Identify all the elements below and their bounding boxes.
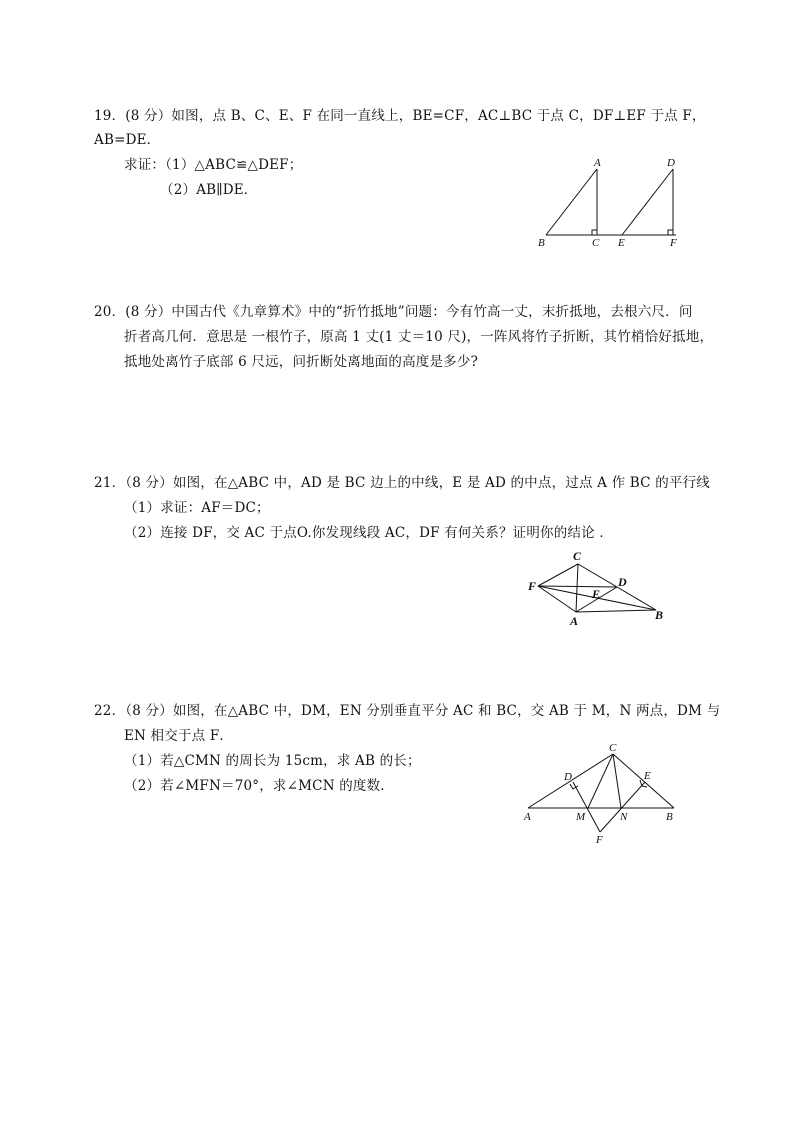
q19-line-1: 19．(8 分）如图，点 B、C、E、F 在同一直线上，BE=CF，AC⊥BC 于点 C，DF⊥EF 于点 F， bbox=[94, 108, 706, 124]
q21-segment-fc bbox=[538, 564, 578, 586]
q21-label-e: E bbox=[592, 587, 601, 601]
q19-label-d: D bbox=[667, 157, 675, 169]
q19-right-angle-c bbox=[592, 230, 597, 235]
q19-part-1: 求证：（1）△ABC≌△DEF； bbox=[124, 157, 303, 173]
q22-figure bbox=[518, 742, 688, 847]
q21-segment-ab bbox=[576, 610, 656, 612]
q22-segment-ef bbox=[600, 782, 645, 832]
q21-line-1: 21．（8 分）如图，在△ABC 中，AD 是 BC 边上的中线，E 是 AD 的中点，过点 A 作 BC 的平行线 bbox=[94, 475, 710, 491]
q21-label-f: F bbox=[528, 579, 537, 593]
q21-line-2: （1）求证：AF＝DC； bbox=[124, 500, 270, 516]
q19-label-f: F bbox=[670, 237, 677, 249]
q21-figure bbox=[520, 548, 680, 633]
q20-line-1: 20．(8 分）中国古代《九章算术》中的“折竹抵地”问题：今有竹高一丈，末折抵地，去根六尺．问 bbox=[94, 304, 693, 320]
q19-segment-ab bbox=[546, 169, 597, 235]
q21-segment-fd bbox=[538, 586, 617, 587]
q22-line-3: （1）若△CMN 的周长为 15cm，求 AB 的长； bbox=[124, 753, 421, 769]
q22-label-d: D bbox=[564, 771, 572, 783]
q22-label-a: A bbox=[524, 811, 531, 823]
q21-line-3: （2）连接 DF，交 AC 于点O.你发现线段 AC，DF 有何关系？证明你的结论 ． bbox=[124, 525, 614, 541]
q19-label-c: C bbox=[592, 237, 600, 249]
q21-label-b: B bbox=[655, 608, 664, 622]
q22-label-f: F bbox=[596, 834, 603, 846]
q22-label-c: C bbox=[609, 742, 617, 754]
q19-part-2: （2）AB∥DE． bbox=[160, 182, 258, 198]
q19-segment-de bbox=[622, 169, 673, 235]
q21-label-d: D bbox=[618, 575, 627, 589]
q21-label-c: C bbox=[573, 549, 582, 563]
q20-line-3: 抵地处离竹子底部 6 尺远，问折断处离地面的高度是多少? bbox=[124, 354, 479, 370]
q22-line-2: EN 相交于点 F． bbox=[124, 728, 234, 744]
q22-label-n: N bbox=[620, 811, 628, 823]
q19-figure bbox=[530, 155, 690, 250]
q19-label-b: B bbox=[538, 237, 545, 249]
q22-line-1: 22．（8 分）如图，在△ABC 中，DM，EN 分别垂直平分 AC 和 BC，交 AB 于 M，N 两点，DM 与 bbox=[94, 703, 721, 719]
q22-label-b: B bbox=[666, 811, 673, 823]
q22-line-4: （2）若∠MFN＝70°，求∠MCN 的度数． bbox=[124, 778, 394, 794]
q22-label-m: M bbox=[576, 811, 586, 823]
q19-label-a: A bbox=[594, 157, 601, 169]
q21-segment-ac bbox=[576, 564, 578, 612]
q21-label-a: A bbox=[570, 614, 579, 628]
q19-right-angle-f bbox=[668, 230, 673, 235]
q22-segment-cn bbox=[613, 754, 621, 808]
q20-line-2: 折者高几何．意思是 一根竹子，原高 1 丈(1 丈＝10 尺)，一阵风将竹子折断，其竹梢恰好抵地， bbox=[124, 329, 714, 345]
q19-label-e: E bbox=[618, 237, 625, 249]
q22-segment-df bbox=[573, 782, 600, 832]
q22-label-e: E bbox=[644, 770, 651, 782]
q19-line-2: AB=DE． bbox=[94, 132, 161, 148]
